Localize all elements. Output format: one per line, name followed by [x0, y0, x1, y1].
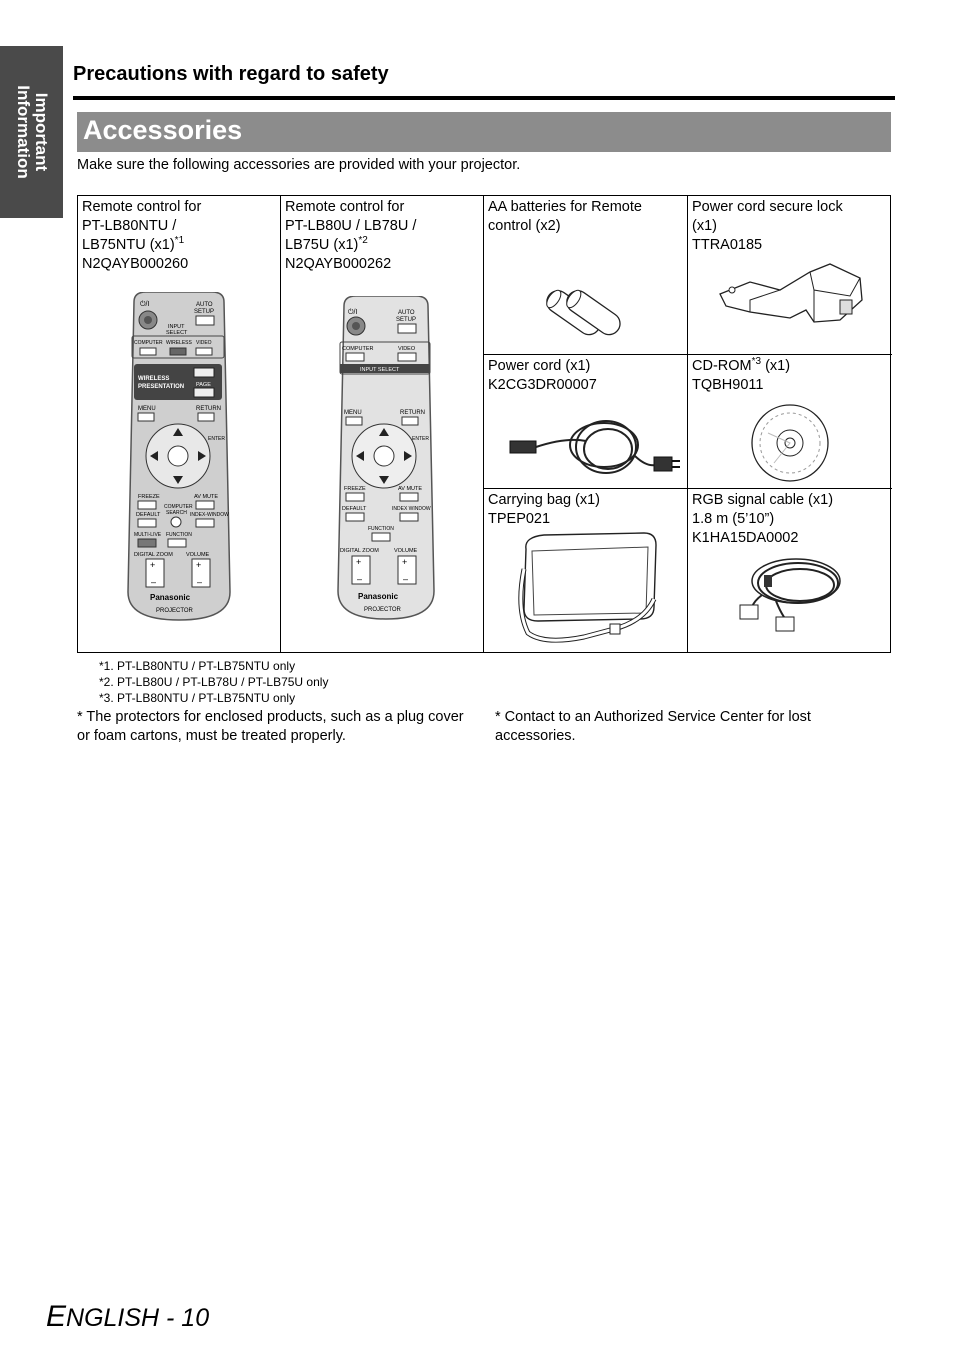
svg-text:SELECT: SELECT	[166, 330, 188, 336]
svg-text:FREEZE: FREEZE	[344, 486, 366, 492]
footnote-3: *3. PT-LB80NTU / PT-LB75NTU only	[99, 691, 296, 705]
svg-text:Panasonic: Panasonic	[358, 592, 399, 601]
note-service-center: * Contact to an Authorized Service Center for lost accessories.	[495, 709, 811, 744]
svg-text:PAGE: PAGE	[196, 382, 211, 388]
svg-text:AV MUTE: AV MUTE	[194, 494, 219, 500]
svg-text:FUNCTION: FUNCTION	[166, 532, 192, 538]
accessories-banner	[77, 112, 891, 152]
cell-batteries: AA batteries for Remote control (x2)	[484, 196, 688, 355]
cell-rgb-cable: RGB signal cable (x1) 1.8 m (5’10”) K1HA15DA0002	[688, 489, 892, 652]
svg-text:⏻/I: ⏻/I	[348, 309, 358, 316]
power-cord-lock-illustration	[710, 260, 870, 332]
cell-carrying-bag: Carrying bag (x1) TPEP021	[484, 489, 688, 652]
note-protectors: * The protectors for enclosed products, such as a plug cover or foam cartons, must be treated properly.	[77, 709, 464, 744]
page-number: ENGLISH - 10	[46, 1300, 210, 1333]
svg-text:PROJECTOR: PROJECTOR	[364, 607, 401, 613]
svg-text:AUTO: AUTO	[196, 302, 213, 308]
svg-text:–: –	[151, 577, 157, 587]
cell-power-cord-lock: Power cord secure lock (x1) TTRA0185	[688, 196, 892, 355]
svg-text:+: +	[196, 560, 202, 570]
svg-text:⏻/I: ⏻/I	[140, 301, 150, 308]
svg-text:ENTER: ENTER	[412, 436, 429, 442]
svg-text:MENU: MENU	[344, 410, 362, 416]
svg-text:INPUT SELECT: INPUT SELECT	[360, 367, 400, 373]
cell-power-cord: Power cord (x1) K2CG3DR00007	[484, 355, 688, 489]
svg-text:RETURN: RETURN	[400, 410, 425, 416]
svg-text:VOLUME: VOLUME	[394, 548, 418, 554]
svg-text:INPUT: INPUT	[168, 324, 185, 330]
svg-text:PROJECTOR: PROJECTOR	[156, 608, 193, 614]
cell-remote-ntu: Remote control for PT-LB80NTU / LB75NTU $(x1)^{*1}$ N2QAYB000260 ⏻/I AUTO SETUP INPUT SELECT COMPUTER WIRELESS VIDEO WIRELESS PRESENTATION PAGE MENU RETURN ENTER FREEZE AV MUTE COMPUTER SEARCH DEFAULT INDEX-WINDOW MULTI-LIVE FUNCTION DIGITAL ZOOM VOLUME + – + – Panasonic PROJECTOR	[78, 196, 281, 652]
footnote-2: *2. PT-LB80U / PT-LB78U / PT-LB75U only	[99, 675, 329, 689]
svg-text:COMPUTER: COMPUTER	[342, 346, 374, 352]
svg-text:DEFAULT: DEFAULT	[136, 512, 161, 518]
svg-text:SEARCH: SEARCH	[166, 510, 187, 516]
svg-text:WIRELESS: WIRELESS	[138, 376, 170, 382]
remote-control-u-illustration	[336, 296, 436, 621]
svg-text:+: +	[402, 557, 408, 567]
svg-text:DIGITAL ZOOM: DIGITAL ZOOM	[134, 552, 173, 558]
svg-text:SETUP: SETUP	[194, 309, 215, 315]
aa-batteries-illustration	[536, 276, 636, 346]
cd-rom-illustration	[750, 403, 830, 483]
svg-text:DEFAULT: DEFAULT	[342, 506, 367, 512]
svg-text:SETUP: SETUP	[396, 317, 417, 323]
svg-text:MENU: MENU	[138, 406, 156, 412]
svg-text:FUNCTION: FUNCTION	[368, 526, 394, 532]
svg-text:MULTI-LIVE: MULTI-LIVE	[134, 532, 162, 538]
footnote-1: *1. PT-LB80NTU / PT-LB75NTU only	[99, 659, 296, 673]
side-tab-label: Important Information	[13, 85, 51, 179]
svg-text:INDEX-WINDOW: INDEX-WINDOW	[190, 512, 229, 518]
rgb-cable-illustration	[736, 555, 846, 635]
svg-text:INDEX WINDOW: INDEX WINDOW	[392, 506, 431, 512]
svg-text:VIDEO: VIDEO	[398, 346, 416, 352]
svg-text:PRESENTATION: PRESENTATION	[138, 384, 185, 390]
remote-control-ntu-illustration	[126, 292, 232, 622]
svg-text:ENTER: ENTER	[208, 436, 225, 442]
accessories-table	[77, 195, 891, 653]
banner-title: Accessories	[83, 115, 243, 145]
header-rule	[73, 96, 895, 100]
svg-text:–: –	[197, 577, 203, 587]
svg-text:–: –	[357, 574, 363, 584]
svg-text:AV MUTE: AV MUTE	[398, 486, 423, 492]
svg-text:–: –	[403, 574, 409, 584]
power-cord-illustration	[506, 407, 686, 479]
svg-text:RETURN: RETURN	[196, 406, 221, 412]
svg-text:COMPUTER: COMPUTER	[164, 504, 193, 510]
svg-text:VOLUME: VOLUME	[186, 552, 210, 558]
side-tab	[0, 46, 63, 218]
cell-remote-u: Remote control for PT-LB80U / LB78U / LB75U $(x1)^{*2}$ N2QAYB000262 ⏻/I AUTO SETUP COMPUTER VIDEO INPUT SELECT MENU RETURN ENTER FREEZE AV MUTE DEFAULT INDEX WINDOW FUNCTION DIGITAL ZOOM VOLUME + – + – Panasonic PROJECTOR	[281, 196, 484, 652]
cell-cd-rom: CD-ROM$^{*3}$ (x1) TQBH9011	[688, 355, 892, 489]
svg-text:FREEZE: FREEZE	[138, 494, 160, 500]
svg-text:DIGITAL ZOOM: DIGITAL ZOOM	[340, 548, 379, 554]
svg-text:COMPUTER: COMPUTER	[134, 340, 163, 346]
svg-text:WIRELESS: WIRELESS	[166, 340, 192, 346]
section-title: Precautions with regard to safety	[73, 63, 389, 85]
svg-text:VIDEO: VIDEO	[196, 340, 212, 346]
footnotes	[99, 658, 328, 706]
carrying-bag-illustration	[514, 529, 664, 649]
svg-text:Panasonic: Panasonic	[150, 593, 191, 602]
intro-text: Make sure the following accessories are provided with your projector.	[77, 157, 521, 173]
svg-text:+: +	[150, 560, 156, 570]
svg-text:+: +	[356, 557, 362, 567]
svg-text:AUTO: AUTO	[398, 310, 415, 316]
